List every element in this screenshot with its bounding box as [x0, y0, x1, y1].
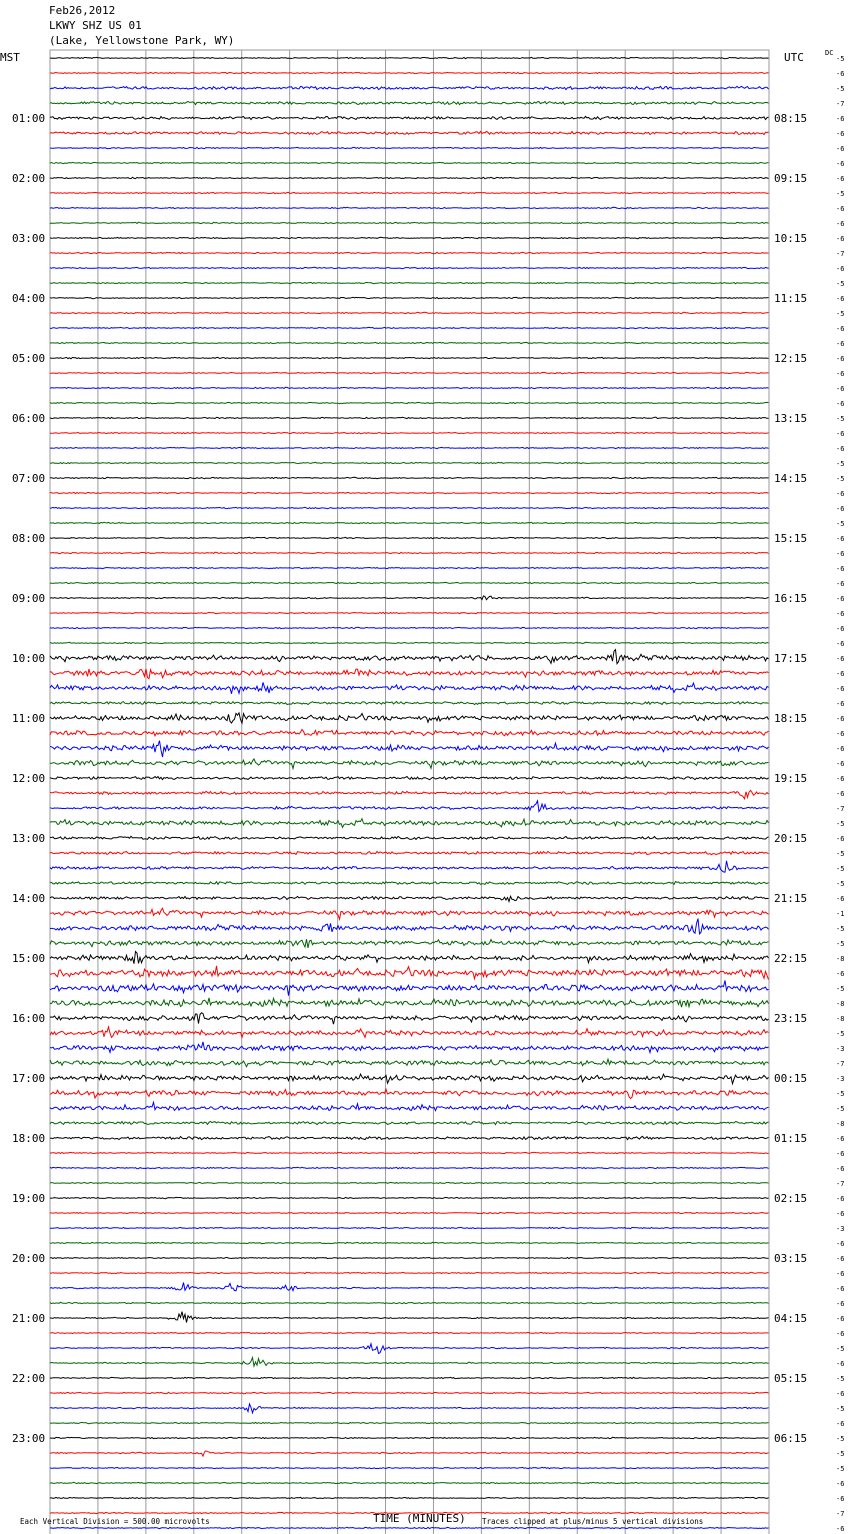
trace-row: [50, 1027, 769, 1038]
left-hour-label: 10:00: [12, 652, 46, 665]
trace-row: [50, 1089, 769, 1098]
trace-row: [50, 582, 769, 583]
right-hour-label: 17:15: [774, 652, 808, 665]
dc-offset-label: -5: [836, 1105, 845, 1113]
right-hour-label: 16:15: [774, 592, 808, 605]
left-hour-label: 14:00: [12, 892, 46, 905]
right-hour-label: 09:15: [774, 172, 808, 185]
trace-row: [50, 1451, 769, 1456]
trace-row: [50, 417, 769, 418]
trace-row: [50, 1013, 769, 1024]
dc-offset-label: -6: [836, 580, 845, 588]
right-hour-label: 13:15: [774, 412, 808, 425]
right-hour-label: 19:15: [774, 772, 808, 785]
trace-row: [50, 72, 769, 73]
seismic-traces: [50, 57, 769, 1534]
dc-offset-label: -6: [836, 565, 845, 573]
left-hour-label: 18:00: [12, 1132, 46, 1145]
dc-offset-label: -6: [836, 145, 845, 153]
left-hour-label: 13:00: [12, 832, 46, 845]
dc-offset-label: -6: [836, 1255, 845, 1263]
trace-row: [50, 432, 769, 433]
trace-row: [50, 1152, 769, 1153]
right-hour-label: 21:15: [774, 892, 808, 905]
dc-offset-label: -6: [836, 1270, 845, 1278]
left-hour-label: 22:00: [12, 1372, 46, 1385]
dc-offset-label: -6: [836, 445, 845, 453]
left-hour-label: 19:00: [12, 1192, 46, 1205]
trace-row: [50, 1227, 769, 1228]
trace-row: [50, 627, 769, 628]
dc-offset-label: -7: [836, 250, 845, 258]
left-hour-label: 09:00: [12, 592, 46, 605]
right-hour-label: 11:15: [774, 292, 808, 305]
trace-row: [50, 1312, 769, 1323]
dc-offset-label: -5: [836, 310, 845, 318]
dc-offset-label: -6: [836, 835, 845, 843]
dc-offset-label: -6: [836, 115, 845, 123]
dc-offset-label: -5: [836, 985, 845, 993]
clip-note: Traces clipped at plus/minus 5 vertical divisions: [482, 1517, 704, 1526]
dc-offset-label: -5: [836, 1375, 845, 1383]
dc-offset-label: -6: [836, 895, 845, 903]
left-hour-label: 02:00: [12, 172, 46, 185]
trace-row: [50, 939, 769, 948]
trace-row: [50, 312, 769, 313]
dc-offset-label: -6: [836, 265, 845, 273]
trace-row: [50, 1242, 769, 1243]
dc-offset-label: -5: [836, 925, 845, 933]
dc-offset-label: -6: [836, 295, 845, 303]
right-hour-label: 01:15: [774, 1132, 808, 1145]
dc-label: DC: [825, 49, 834, 57]
dc-offset-label: -7: [836, 100, 845, 108]
dc-offset-label: -6: [836, 490, 845, 498]
trace-row: [50, 492, 769, 493]
trace-row: [50, 1042, 769, 1053]
dc-offset-label: -6: [836, 1330, 845, 1338]
right-hour-label: 10:15: [774, 232, 808, 245]
dc-offset-label: -6: [836, 1210, 845, 1218]
axis-labels: [12, 55, 844, 1534]
dc-offset-label: -6: [836, 1315, 845, 1323]
dc-offset-label: -6: [836, 1195, 845, 1203]
dc-offset-label: -6: [836, 1300, 845, 1308]
trace-row: [50, 642, 769, 643]
dc-offset-label: -6: [836, 355, 845, 363]
trace-row: [50, 297, 769, 298]
dc-offset-label: -6: [836, 610, 845, 618]
left-hour-label: 16:00: [12, 1012, 46, 1025]
trace-row: [50, 462, 769, 463]
trace-row: [50, 998, 769, 1007]
dc-offset-label: -6: [836, 385, 845, 393]
dc-offset-label: -6: [836, 1240, 845, 1248]
dc-offset-label: -6: [836, 745, 845, 753]
trace-row: [50, 713, 769, 723]
left-hour-label: 05:00: [12, 352, 46, 365]
trace-row: [50, 741, 769, 757]
dc-offset-label: -5: [836, 820, 845, 828]
left-hour-label: 21:00: [12, 1312, 46, 1325]
dc-offset-label: -3: [836, 1045, 845, 1053]
dc-offset-label: -6: [836, 970, 845, 978]
x-axis-title: TIME (MINUTES): [373, 1512, 466, 1525]
trace-row: [50, 966, 769, 980]
trace-row: [50, 702, 769, 705]
trace-row: [50, 1482, 769, 1483]
dc-offset-label: -6: [836, 655, 845, 663]
trace-row: [50, 267, 769, 268]
left-hour-label: 06:00: [12, 412, 46, 425]
dc-offset-label: -5: [836, 1465, 845, 1473]
left-hour-label: 12:00: [12, 772, 46, 785]
right-hour-label: 18:15: [774, 712, 808, 725]
dc-offset-label: -5: [836, 1405, 845, 1413]
dc-offset-label: -5: [836, 1435, 845, 1443]
dc-offset-label: -6: [836, 175, 845, 183]
left-hour-label: 01:00: [12, 112, 46, 125]
trace-row: [50, 1212, 769, 1213]
trace-row: [50, 102, 769, 105]
trace-row: [50, 237, 769, 238]
trace-row: [50, 131, 769, 134]
dc-offset-label: -6: [836, 430, 845, 438]
dc-offset-label: -6: [836, 640, 845, 648]
trace-row: [50, 759, 769, 769]
trace-row: [50, 222, 769, 224]
trace-row: [50, 162, 769, 163]
dc-offset-label: -6: [836, 595, 845, 603]
left-hour-label: 15:00: [12, 952, 46, 965]
trace-row: [50, 1283, 769, 1291]
dc-offset-label: -5: [836, 475, 845, 483]
date-label: Feb26,2012: [49, 4, 116, 17]
trace-row: [50, 477, 769, 478]
trace-row: [50, 1467, 769, 1468]
trace-row: [50, 836, 769, 839]
dc-offset-label: -5: [836, 1090, 845, 1098]
dc-offset-label: -6: [836, 1150, 845, 1158]
trace-row: [50, 177, 769, 179]
trace-row: [50, 1497, 769, 1498]
dc-offset-label: -6: [836, 760, 845, 768]
trace-row: [50, 1527, 769, 1528]
dc-offset-label: -8: [836, 1120, 845, 1128]
dc-offset-label: -6: [836, 685, 845, 693]
dc-offset-label: -7: [836, 805, 845, 813]
trace-row: [50, 1167, 769, 1168]
plot-frame: [50, 50, 769, 1534]
trace-row: [50, 896, 769, 901]
dc-offset-label: -6: [836, 70, 845, 78]
trace-row: [50, 777, 769, 780]
trace-row: [50, 682, 769, 693]
dc-offset-label: -6: [836, 205, 845, 213]
trace-row: [50, 252, 769, 253]
dc-offset-label: -5: [836, 1030, 845, 1038]
dc-offset-label: -6: [836, 535, 845, 543]
dc-offset-label: -6: [836, 790, 845, 798]
trace-row: [50, 596, 769, 600]
dc-offset-label: -7: [836, 1060, 845, 1068]
dc-offset-label: -6: [836, 730, 845, 738]
trace-row: [50, 1257, 769, 1258]
trace-row: [50, 1121, 769, 1124]
dc-offset-label: -6: [836, 700, 845, 708]
trace-row: [50, 1392, 769, 1393]
left-hour-label: 20:00: [12, 1252, 46, 1265]
dc-offset-label: -6: [836, 1360, 845, 1368]
right-hour-label: 05:15: [774, 1372, 808, 1385]
dc-offset-label: -5: [836, 460, 845, 468]
left-hour-label: 07:00: [12, 472, 46, 485]
trace-row: [50, 86, 769, 89]
trace-row: [50, 851, 769, 854]
dc-offset-label: -5: [836, 940, 845, 948]
right-hour-label: 00:15: [774, 1072, 808, 1085]
right-timezone-label: UTC: [784, 51, 804, 64]
left-hour-label: 04:00: [12, 292, 46, 305]
dc-offset-label: -6: [836, 235, 845, 243]
trace-row: [50, 1344, 769, 1354]
dc-offset-label: -6: [836, 715, 845, 723]
trace-row: [50, 1102, 769, 1110]
dc-offset-label: -6: [836, 1495, 845, 1503]
dc-offset-label: -6: [836, 220, 845, 228]
trace-row: [50, 1377, 769, 1378]
dc-offset-label: -6: [836, 130, 845, 138]
trace-row: [50, 669, 769, 679]
dc-offset-label: -5: [836, 1345, 845, 1353]
trace-row: [50, 819, 769, 828]
left-timezone-label: MST: [0, 51, 20, 64]
trace-row: [50, 1422, 769, 1423]
trace-row: [50, 908, 769, 919]
trace-row: [50, 1074, 769, 1084]
trace-row: [50, 1358, 769, 1367]
trace-row: [50, 1302, 769, 1303]
dc-offset-label: -5: [836, 865, 845, 873]
dc-offset-label: -6: [836, 1135, 845, 1143]
trace-row: [50, 790, 769, 799]
right-hour-label: 03:15: [774, 1252, 808, 1265]
dc-offset-label: -7: [836, 1510, 845, 1518]
dc-offset-label: -5: [836, 190, 845, 198]
dc-offset-label: -6: [836, 1165, 845, 1173]
left-hour-label: 03:00: [12, 232, 46, 245]
trace-row: [50, 57, 769, 58]
trace-row: [50, 729, 769, 736]
trace-row: [50, 372, 769, 373]
station-label: LKWY SHZ US 01: [49, 19, 142, 32]
dc-offset-label: -6: [836, 550, 845, 558]
dc-offset-label: -6: [836, 1525, 845, 1533]
dc-offset-label: -5: [836, 85, 845, 93]
trace-row: [50, 552, 769, 553]
trace-row: [50, 1182, 769, 1183]
dc-offset-label: -5: [836, 520, 845, 528]
trace-row: [50, 1404, 769, 1413]
dc-offset-label: -6: [836, 1480, 845, 1488]
dc-offset-label: -8: [836, 1000, 845, 1008]
right-hour-label: 12:15: [774, 352, 808, 365]
dc-offset-label: -6: [836, 160, 845, 168]
trace-row: [50, 567, 769, 568]
dc-offset-label: -6: [836, 325, 845, 333]
right-hour-label: 04:15: [774, 1312, 808, 1325]
trace-row: [50, 192, 769, 193]
dc-offset-label: -3: [836, 1225, 845, 1233]
location-label: (Lake, Yellowstone Park, WY): [49, 34, 235, 47]
trace-row: [50, 116, 769, 119]
dc-offset-label: -6: [836, 1390, 845, 1398]
dc-offset-label: -3: [836, 1075, 845, 1083]
trace-row: [50, 402, 769, 403]
trace-row: [50, 980, 769, 995]
trace-row: [50, 801, 769, 812]
trace-row: [50, 327, 769, 328]
trace-row: [50, 952, 769, 964]
trace-row: [50, 1332, 769, 1333]
right-hour-label: 02:15: [774, 1192, 808, 1205]
trace-row: [50, 1272, 769, 1273]
dc-offset-label: -6: [836, 400, 845, 408]
dc-offset-label: -5: [836, 415, 845, 423]
trace-row: [50, 282, 769, 283]
left-hour-label: 08:00: [12, 532, 46, 545]
dc-offset-label: -6: [836, 670, 845, 678]
dc-offset-label: -6: [836, 505, 845, 513]
dc-offset-label: -6: [836, 775, 845, 783]
trace-row: [50, 881, 769, 884]
trace-row: [50, 650, 769, 664]
trace-row: [50, 507, 769, 508]
dc-offset-label: -6: [836, 340, 845, 348]
trace-row: [50, 342, 769, 343]
trace-row: [50, 387, 769, 388]
dc-offset-label: -1: [836, 910, 845, 918]
right-hour-label: 20:15: [774, 832, 808, 845]
right-hour-label: 23:15: [774, 1012, 808, 1025]
right-hour-label: 15:15: [774, 532, 808, 545]
left-hour-label: 11:00: [12, 712, 46, 725]
trace-row: [50, 522, 769, 523]
right-hour-label: 22:15: [774, 952, 808, 965]
minute-grid: [50, 50, 769, 1534]
trace-row: [50, 537, 769, 538]
dc-offset-label: -6: [836, 1420, 845, 1428]
dc-offset-label: -6: [836, 1285, 845, 1293]
dc-offset-label: -6: [836, 625, 845, 633]
right-hour-label: 14:15: [774, 472, 808, 485]
right-hour-label: 06:15: [774, 1432, 808, 1445]
dc-offset-label: -8: [836, 955, 845, 963]
dc-offset-label: -5: [836, 55, 845, 63]
trace-row: [50, 1437, 769, 1438]
trace-row: [50, 612, 769, 614]
trace-row: [50, 357, 769, 358]
right-hour-label: 08:15: [774, 112, 808, 125]
dc-offset-label: -5: [836, 850, 845, 858]
dc-offset-label: -5: [836, 1450, 845, 1458]
left-hour-label: 23:00: [12, 1432, 46, 1445]
trace-row: [50, 919, 769, 934]
trace-row: [50, 861, 769, 872]
trace-row: [50, 1059, 769, 1067]
trace-row: [50, 207, 769, 208]
left-hour-label: 17:00: [12, 1072, 46, 1085]
dc-offset-label: -8: [836, 1015, 845, 1023]
trace-row: [50, 1197, 769, 1198]
scale-note: Each Vertical Division = 500.00 microvolts: [20, 1517, 210, 1526]
dc-offset-label: -5: [836, 280, 845, 288]
trace-row: [50, 1136, 769, 1139]
dc-offset-label: -5: [836, 880, 845, 888]
dc-offset-label: -7: [836, 1180, 845, 1188]
dc-offset-label: -6: [836, 370, 845, 378]
trace-row: [50, 147, 769, 148]
trace-row: [50, 447, 769, 448]
